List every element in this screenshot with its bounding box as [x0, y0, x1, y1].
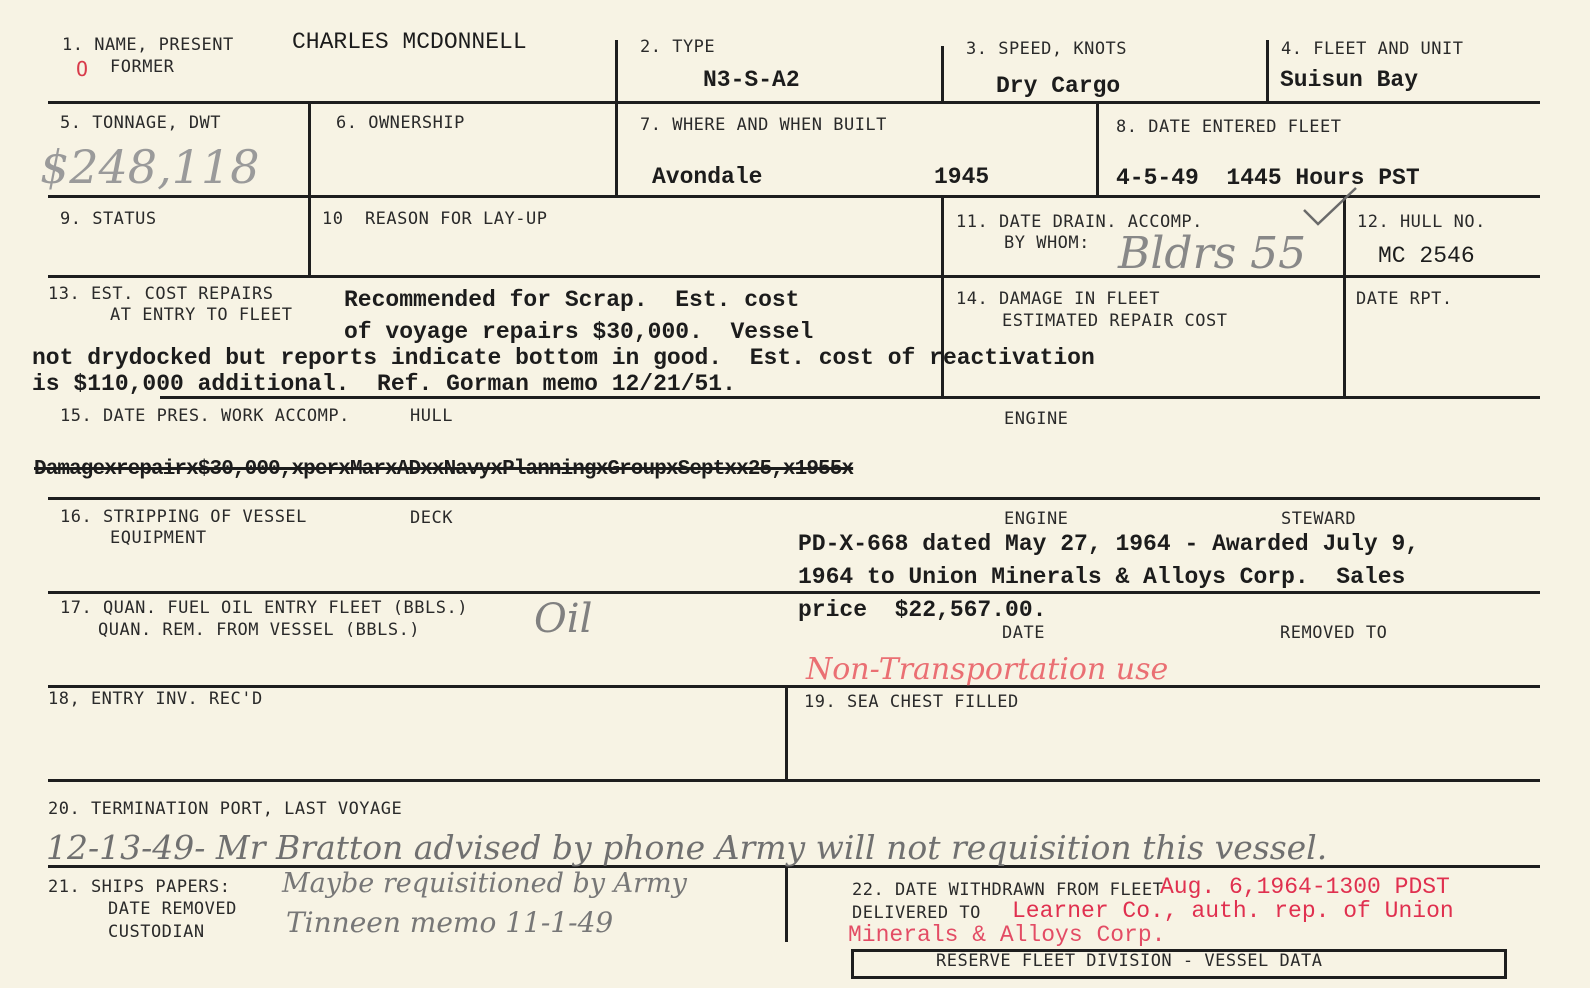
- field-label-status: 9. STATUS: [60, 209, 157, 229]
- disposition-line2: 1964 to Union Minerals & Alloys Corp. Sales: [798, 564, 1406, 590]
- row-divider: [48, 779, 1540, 782]
- disposition-line1: PD-X-668 dated May 27, 1964 - Awarded July 9,: [798, 531, 1420, 557]
- col-divider: [1266, 40, 1269, 101]
- termination-handwritten: 12-13-49- Mr Bratton advised by phone Army will not requisition this vessel.: [46, 828, 1328, 867]
- field-label-removed-to: REMOVED TO: [1280, 623, 1388, 643]
- delivered-to-value-2: Minerals & Alloys Corp.: [848, 922, 1166, 948]
- field-label-entry-inv: 18, ENTRY INV. REC'D: [48, 689, 263, 709]
- built-place: Avondale: [652, 164, 763, 190]
- field-label-ships-papers: 21. SHIPS PAPERS:: [48, 877, 231, 897]
- field-label-drain: 11. DATE DRAIN. ACCOMP.: [956, 212, 1203, 232]
- check-mark-icon: [1300, 184, 1360, 234]
- speed-value: Dry Cargo: [996, 73, 1121, 99]
- field-label-date-entered: 8. DATE ENTERED FLEET: [1116, 117, 1342, 137]
- col-divider: [615, 40, 618, 198]
- built-year: 1945: [934, 164, 990, 190]
- footer-title: RESERVE FLEET DIVISION - VESSEL DATA: [936, 951, 1323, 971]
- field-label-delivered-to: DELIVERED TO: [852, 903, 981, 923]
- field-label-engine: ENGINE: [1004, 409, 1069, 429]
- field-label-tonnage: 5. TONNAGE, DWT: [60, 113, 222, 133]
- repair-remarks-line1: Recommended for Scrap. Est. cost: [344, 287, 800, 313]
- field-label-est-repair: ESTIMATED REPAIR COST: [1002, 311, 1228, 331]
- field-label-pres-work: 15. DATE PRES. WORK ACCOMP.: [60, 406, 350, 426]
- field-label-type: 2. TYPE: [640, 37, 716, 57]
- field-label-date-rpt: DATE RPT.: [1356, 289, 1453, 309]
- row-divider: [48, 497, 1540, 500]
- repair-remarks-line4: is $110,000 additional. Ref. Gorman memo 12/21/51.: [32, 371, 736, 397]
- field-label-hull: HULL: [410, 406, 453, 426]
- field-label-hull-no: 12. HULL NO.: [1357, 212, 1486, 232]
- field-label-deck: DECK: [410, 508, 453, 528]
- disposition-line3: price $22,567.00.: [798, 597, 1047, 623]
- repair-remarks-line3: not drydocked but reports indicate bottom in good. Est. cost of reactivation: [32, 345, 1095, 371]
- field-label-custodian: CUSTODIAN: [108, 922, 205, 942]
- field-label-fuel-removed: QUAN. REM. FROM VESSEL (BBLS.): [98, 620, 421, 640]
- vessel-name: CHARLES MCDONNELL: [292, 29, 527, 55]
- field-label-fuel-entry: 17. QUAN. FUEL OIL ENTRY FLEET (BBLS.): [60, 598, 468, 618]
- field-label-reason-layup: 10 REASON FOR LAY-UP: [322, 209, 548, 229]
- papers-handwritten-1: Maybe requisitioned by Army: [282, 868, 687, 899]
- papers-handwritten-2: Tinneen memo 11-1-49: [286, 906, 614, 939]
- col-divider: [308, 101, 311, 278]
- field-label-damage: 14. DAMAGE IN FLEET: [956, 289, 1160, 309]
- vessel-type: N3-S-A2: [703, 67, 800, 93]
- field-label-former: FORMER: [110, 57, 175, 77]
- fuel-handwritten: Oil: [534, 596, 593, 642]
- field-label-ownership: 6. OWNERSHIP: [336, 113, 465, 133]
- field-label-engine-2: ENGINE: [1004, 509, 1069, 529]
- field-label-sea-chest: 19. SEA CHEST FILLED: [804, 692, 1019, 712]
- row-divider: [48, 101, 1540, 104]
- field-label-speed: 3. SPEED, KNOTS: [966, 39, 1128, 59]
- col-divider: [785, 685, 788, 782]
- tonnage-handwritten: $248,118: [40, 140, 260, 194]
- field-label-at-entry: AT ENTRY TO FLEET: [110, 305, 293, 325]
- col-divider: [785, 865, 788, 942]
- field-label-est-cost: 13. EST. COST REPAIRS: [48, 284, 274, 304]
- col-divider: [1096, 101, 1099, 198]
- col-divider: [941, 46, 944, 101]
- struck-out-entry: Damagexrepairx$30,000,xperxMarxADxxNavyxPlanningxGroupxSeptxx25,x1955x: [34, 458, 854, 481]
- red-handwritten-note: Non-Transportation use: [806, 652, 1169, 687]
- field-label-steward: STEWARD: [1281, 509, 1357, 529]
- repair-remarks-line2: of voyage repairs $30,000. Vessel: [344, 319, 814, 345]
- former-mark: O: [76, 57, 89, 81]
- field-label-date-removed: DATE REMOVED: [108, 899, 237, 919]
- field-label-fleet-unit: 4. FLEET AND UNIT: [1281, 39, 1464, 59]
- field-label-equipment: EQUIPMENT: [110, 528, 207, 548]
- hull-no-value: MC 2546: [1378, 243, 1475, 269]
- field-label-built: 7. WHERE AND WHEN BUILT: [640, 115, 887, 135]
- delivered-to-value: Learner Co., auth. rep. of Union: [1012, 898, 1454, 924]
- field-label-name: 1. NAME, PRESENT: [62, 35, 234, 55]
- fleet-unit-value: Suisun Bay: [1280, 67, 1419, 93]
- field-label-date-withdrawn: 22. DATE WITHDRAWN FROM FLEET: [852, 880, 1164, 900]
- row-divider: [48, 685, 1540, 688]
- field-label-stripping: 16. STRIPPING OF VESSEL: [60, 507, 307, 527]
- date-withdrawn-value: Aug. 6,1964-1300 PDST: [1160, 874, 1450, 900]
- field-label-termination: 20. TERMINATION PORT, LAST VOYAGE: [48, 799, 403, 819]
- field-label-by-whom: BY WHOM:: [1004, 233, 1090, 253]
- drain-handwritten: Bldrs 55: [1118, 228, 1307, 279]
- date-entered-value: 4-5-49 1445 Hours PST: [1116, 165, 1420, 191]
- field-label-date: DATE: [1002, 623, 1045, 643]
- row-divider: [48, 275, 1540, 278]
